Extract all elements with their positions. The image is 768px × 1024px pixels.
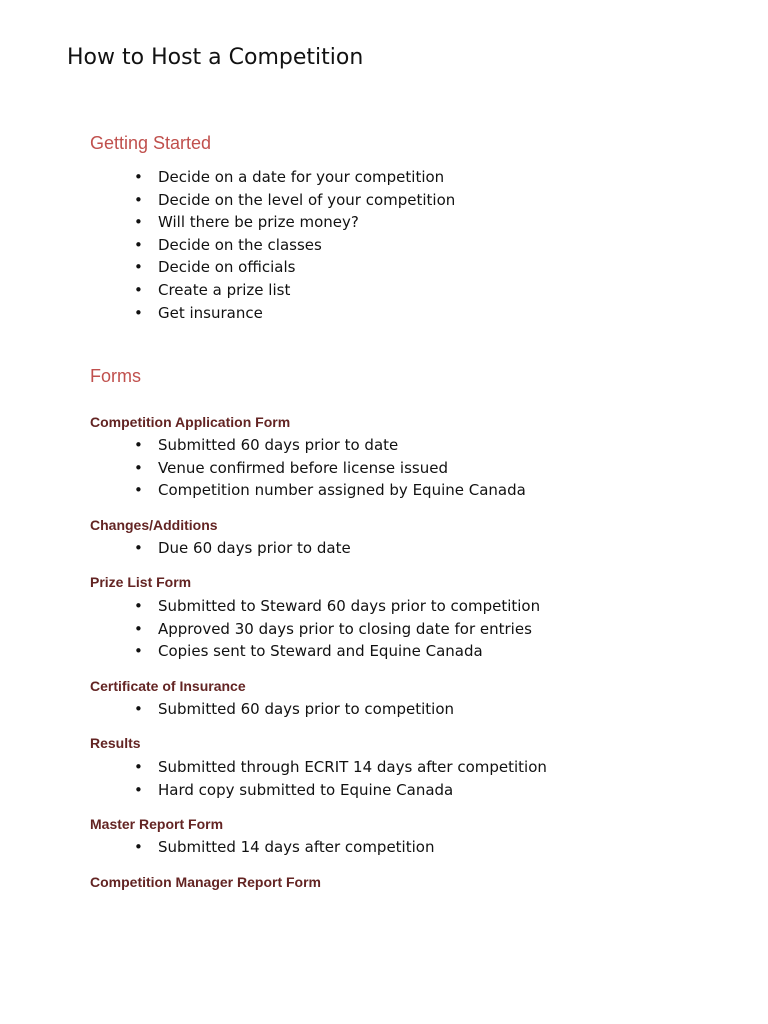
list-item: • Submitted to Steward 60 days prior to competition: [134, 595, 540, 618]
forms-heading: Forms: [90, 366, 141, 386]
list-item: • Approved 30 days prior to closing date for entries: [134, 618, 540, 641]
list-item: • Submitted 60 days prior to date: [134, 434, 526, 457]
page-title: How to Host a Competition: [67, 45, 364, 70]
changes-additions-heading: Changes/Additions: [90, 517, 218, 533]
competition-application-form-list: [134, 434, 526, 502]
list-item: • Decide on officials: [134, 256, 455, 279]
list-item: • Decide on the classes: [134, 234, 455, 257]
certificate-of-insurance-heading: Certificate of Insurance: [90, 678, 246, 694]
getting-started-heading: Getting Started: [90, 133, 212, 153]
changes-additions-list: [134, 537, 351, 560]
master-report-form-list: [134, 836, 434, 859]
list-item: • Venue confirmed before license issued: [134, 457, 526, 480]
list-item: • Due 60 days prior to date: [134, 537, 351, 560]
certificate-of-insurance-list: [134, 698, 454, 721]
list-item: • Submitted through ECRIT 14 days after competition: [134, 756, 547, 779]
list-item: • Competition number assigned by Equine Canada: [134, 479, 526, 502]
list-item: • Decide on the level of your competition: [134, 189, 455, 212]
list-item: • Submitted 14 days after competition: [134, 836, 434, 859]
results-heading: Results: [90, 735, 141, 751]
list-item: • Get insurance: [134, 302, 455, 325]
prize-list-form-heading: Prize List Form: [90, 574, 192, 590]
results-list: [134, 756, 547, 801]
list-item: • Submitted 60 days prior to competition: [134, 698, 454, 721]
competition-manager-report-form-heading: Competition Manager Report Form: [90, 874, 322, 890]
list-item: • Decide on a date for your competition: [134, 166, 455, 189]
list-item: • Create a prize list: [134, 279, 455, 302]
list-item: • Copies sent to Steward and Equine Canada: [134, 640, 540, 663]
prize-list-form-list: [134, 595, 540, 663]
list-item: • Hard copy submitted to Equine Canada: [134, 779, 547, 802]
master-report-form-heading: Master Report Form: [90, 816, 224, 832]
getting-started-list: [134, 166, 455, 324]
competition-application-form-heading: Competition Application Form: [90, 414, 291, 430]
list-item: • Will there be prize money?: [134, 211, 455, 234]
